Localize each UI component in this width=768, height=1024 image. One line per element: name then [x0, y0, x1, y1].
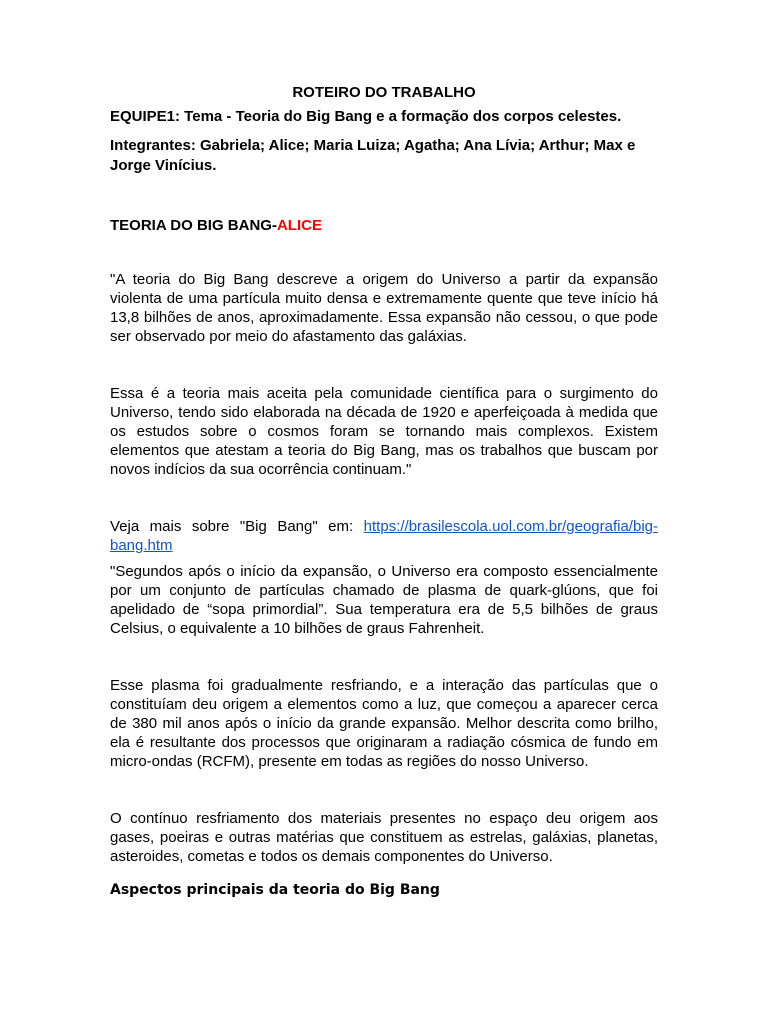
section-author: ALICE [276, 217, 322, 234]
subheading: Aspectos principais da teoria do Big Bang [110, 882, 440, 898]
source-link[interactable]: https://brasilescola.uol.com.br/geografia/big-bang.htm [110, 518, 658, 554]
paragraph-2: Essa é a teoria mais aceita pela comunidade científica para o surgimento do Universo, tendo sido elaborada na década de 1920 e aperfeiçoada à medida que os estudos sobre o cosmos foram se tornando mais complexos. Existem elementos que atestam a teoria do Big Bang, mas os trabalhos que buscam por novos indícios da sua ocorrência continuam." [110, 385, 658, 478]
team-theme-line: EQUIPE1: Tema - Teoria do Big Bang e a formação dos corpos celestes. [110, 108, 622, 125]
source-prefix: Veja mais sobre "Big Bang" em: [110, 518, 364, 535]
section-heading [110, 216, 658, 236]
paragraph-5: O contínuo resfriamento dos materiais presentes no espaço deu origem aos gases, poeiras e outras matérias que constituem as estrelas, galáxias, planetas, asteroides, cometas e todos os demais componentes do Universo. [110, 810, 658, 865]
section-heading-text: TEORIA DO BIG BANG- [110, 217, 277, 234]
document-title: ROTEIRO DO TRABALHO [292, 84, 476, 101]
paragraph-4: Esse plasma foi gradualmente resfriando, e a interação das partículas que o constituíam deu origem a elementos como a luz, que começou a aparecer cerca de 380 mil anos após o início da grande expansão. Melhor descrita como brilho, ela é resultante dos processos que originaram a radiação cósmica de fundo em micro-ondas (RCFM), presente em todas as regiões do nosso Universo. [110, 677, 658, 770]
paragraph-3: "Segundos após o início da expansão, o Universo era composto essencialmente por um conjunto de partículas chamado de plasma de quark-glúons, que foi apelidado de “sopa primordial”. Sua temperatura era de 5,5 bilhões de graus Celsius, o equivalente a 10 bilhões de graus Fahrenheit. [110, 563, 658, 637]
paragraph-1: "A teoria do Big Bang descreve a origem do Universo a partir da expansão violenta de uma partícula muito densa e extremamente quente que teve início há 13,8 bilhões de anos, aproximadamente. Essa expansão não cessou, o que pode ser observado por meio do afastamento das galáxias. [110, 271, 658, 345]
members-line: Integrantes: Gabriela; Alice; Maria Luiza; Agatha; Ana Lívia; Arthur; Max e Jorge Vinícius. [110, 137, 636, 174]
source-reference [110, 517, 658, 555]
